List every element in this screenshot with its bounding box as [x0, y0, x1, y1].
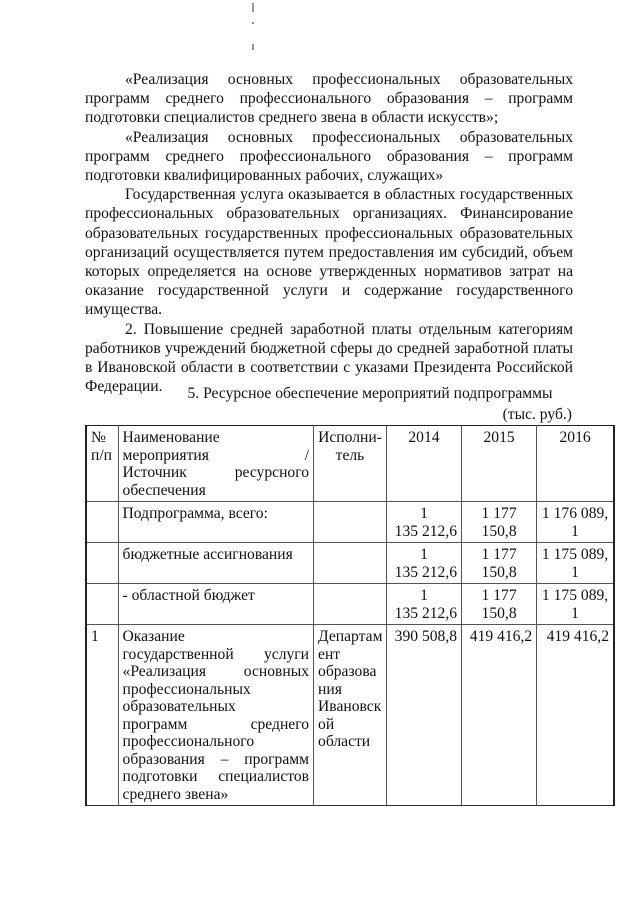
cell-value-part: 135 212,6	[394, 563, 458, 581]
units-label: (тыс. руб.)	[502, 406, 572, 423]
name-word: среднего звена»	[122, 785, 229, 803]
cell-2014: 390 508,8	[386, 625, 461, 806]
cell-2015: 419 416,2	[462, 625, 537, 806]
cell-2016	[537, 502, 614, 543]
name-line	[123, 786, 310, 804]
name-line	[123, 716, 310, 734]
cell-value-part: 1	[571, 604, 579, 622]
name-word: программ	[244, 750, 310, 768]
header-name-line: обеспечения	[122, 481, 206, 499]
cell-executor	[314, 502, 387, 543]
header-year-2014: 2014	[386, 426, 461, 502]
cell-2014	[386, 543, 461, 584]
paragraph-state-service: Государственная услуга оказывается в областных государственных профессиональных образовательных организациях. Финансирование образовательных государственных профессиональных образовательных организаций осуществляется путем предоставления им субсидий, объем которых определяется на основе утвержденных нормативов затрат на оказание государственной услуги и содержание государственного имущества.	[85, 186, 573, 319]
executor-line: ой	[318, 715, 335, 733]
cell-value-part: 1 177	[481, 546, 517, 563]
cell-num	[86, 543, 118, 584]
table-header-row	[86, 426, 614, 502]
cell-name: бюджетные ассигнования	[118, 543, 314, 584]
cell-2014	[386, 584, 461, 625]
header-name-line	[123, 464, 310, 482]
paragraph-salary-increase: 2. Повышение средней заработной платы отдельным категориям работников учреждений бюджетной сферы до средней заработной платы в Ивановской области в соответствии с указами Президента Российской Федерации.	[85, 320, 573, 396]
cell-executor	[314, 625, 387, 806]
header-executor	[314, 426, 387, 502]
cell-2016	[537, 584, 614, 625]
cell-2015	[462, 584, 537, 625]
cell-value-part: 1	[571, 563, 579, 581]
cell-value-part: 1 175 089,	[541, 587, 609, 604]
name-line	[123, 768, 310, 786]
name-line	[123, 681, 310, 699]
cell-value-part: 135 212,6	[394, 522, 458, 540]
header-num	[86, 426, 118, 502]
cell-num	[86, 584, 118, 625]
executor-line: области	[318, 733, 371, 750]
table-row-activity-1	[86, 625, 614, 806]
scan-speck	[252, 3, 254, 12]
header-executor-line: тель	[335, 446, 365, 464]
section-title: 5. Ресурсное обеспечение мероприятий подпрограммы	[187, 385, 553, 402]
name-word: –	[220, 750, 229, 768]
header-name-line: Наименование	[122, 429, 220, 446]
header-executor-line: Исполни-	[318, 429, 382, 446]
cell-value-part: 135 212,6	[394, 604, 458, 622]
cell-executor	[314, 584, 387, 625]
header-name-line	[123, 447, 310, 465]
cell-2015	[462, 502, 537, 543]
cell-2014	[386, 502, 461, 543]
executor-line: образова	[318, 663, 377, 680]
cell-num: 1	[86, 625, 118, 806]
name-word: специалистов	[218, 768, 310, 785]
name-word: профессиональных	[122, 680, 251, 698]
header-year-2015: 2015	[462, 426, 537, 502]
table-row-subprogram-total	[86, 502, 614, 543]
cell-2016: 419 416,2	[537, 625, 614, 806]
header-name	[118, 426, 314, 502]
body-text	[85, 70, 573, 396]
executor-line: Департам	[318, 628, 383, 645]
name-word: среднего	[250, 715, 310, 733]
executor-line: Ивановск	[318, 698, 382, 715]
header-num-line: №	[91, 429, 106, 446]
header-year-2016: 2016	[537, 426, 614, 502]
name-word: услуги	[263, 645, 310, 663]
cell-value-part: 1 177	[481, 587, 517, 604]
cell-2015	[462, 543, 537, 584]
cell-name: Подпрограмма, всего:	[118, 502, 314, 543]
name-line	[123, 733, 310, 751]
header-name-word: мероприятия	[122, 446, 209, 464]
cell-value-part: 150,8	[481, 604, 517, 622]
name-line	[123, 646, 310, 664]
name-word: профессионального	[122, 733, 255, 750]
name-line	[123, 751, 310, 769]
header-name-word: /	[304, 446, 310, 464]
cell-value-part: 1	[571, 522, 579, 540]
cell-value-part: 1 176 089,	[541, 505, 609, 522]
cell-value-part: 1	[420, 587, 428, 604]
cell-value-part: 1 177	[481, 505, 517, 522]
table-row-regional-budget	[86, 584, 614, 625]
name-word: Оказание	[122, 628, 185, 645]
paragraph-program-arts: «Реализация основных профессиональных образовательных программ среднего профессионального образования – программ подготовки специалистов среднего звена в области искусств»;	[85, 71, 573, 127]
executor-line: ния	[318, 680, 342, 698]
cell-2016	[537, 543, 614, 584]
name-word: подготовки	[122, 768, 198, 785]
resource-table	[85, 425, 615, 806]
header-name-word: ресурсного	[234, 464, 310, 481]
executor-line: ент	[318, 645, 341, 663]
name-word: «Реализация	[122, 663, 207, 680]
name-word: основных	[243, 663, 310, 680]
name-word: программ	[122, 715, 188, 733]
paragraph-program-workers: «Реализация основных профессиональных образовательных программ среднего профессионального образования – программ подготовки квалифицированных рабочих, служащих»	[85, 128, 573, 185]
scan-speck	[252, 44, 254, 50]
name-line	[123, 663, 310, 681]
table-row-budget-allocations	[86, 543, 614, 584]
scan-speck	[252, 22, 254, 24]
cell-name: - областной бюджет	[118, 584, 314, 625]
name-word: образования	[122, 750, 205, 768]
cell-name	[118, 625, 314, 806]
cell-value-part: 1 175 089,	[541, 546, 609, 563]
name-word: государственной	[122, 645, 234, 663]
header-num-line: п/п	[91, 446, 113, 464]
cell-executor	[314, 543, 387, 584]
cell-num	[86, 502, 118, 543]
name-line	[123, 698, 310, 716]
cell-value-part: 150,8	[481, 522, 517, 540]
name-word: образовательных	[122, 698, 236, 715]
cell-value-part: 1	[420, 546, 428, 563]
header-name-word: Источник	[122, 464, 187, 481]
cell-value-part: 1	[420, 505, 428, 522]
cell-value-part: 150,8	[481, 563, 517, 581]
name-line	[123, 628, 310, 646]
